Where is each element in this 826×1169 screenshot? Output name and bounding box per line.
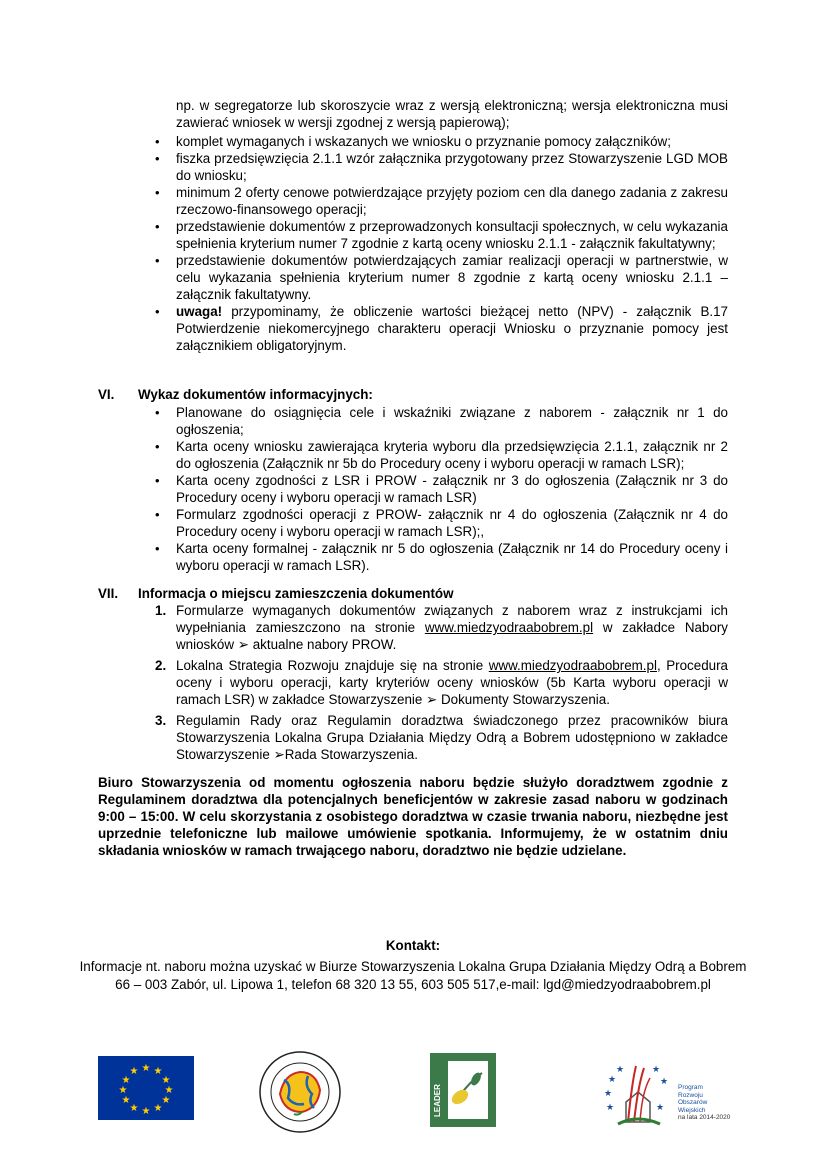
svg-text:★: ★	[121, 1095, 131, 1106]
prow-line: Rozwoju	[678, 1091, 703, 1099]
svg-text:★: ★	[129, 1066, 139, 1077]
svg-text:★: ★	[607, 1075, 617, 1085]
list-item	[155, 712, 728, 763]
section-6-list	[176, 404, 728, 574]
svg-text:★: ★	[605, 1103, 615, 1113]
prow-line: na lata 2014-2020	[678, 1114, 731, 1121]
svg-text:★: ★	[153, 1103, 163, 1114]
item-text: Formularze wymaganych dokumentów związanych z naborem wraz z instrukcjami ich wypełniania zamieszczono na stronie	[176, 603, 728, 635]
eu-flag-logo	[98, 1056, 194, 1120]
list-item: • przedstawienie dokumentów z przeprowadzonych konsultacji społecznych, w celu wykazania spełnienia kryterium numer 7 zgodnie z kartą oceny wniosku 2.1.1 - załącznik fakultatywny;	[176, 218, 728, 252]
svg-text:★: ★	[603, 1089, 613, 1099]
list-item: • Planowane do osiągnięcia cele i wskaźniki związane z naborem - załącznik nr 1 do ogłoszenia;	[176, 404, 728, 438]
continuation-text: np. w segregatorze lub skoroszycie wraz z wersją elektroniczną; wersja elektroniczna musi zawierać wniosek w wersji zgodnej z wersją papierową);	[176, 98, 728, 130]
leader-logo	[430, 1053, 496, 1127]
prow-line: Wiejskich	[678, 1106, 706, 1114]
uwaga-text: przypominamy, że obliczenie wartości bieżącej netto (NPV) - załącznik B.17 Potwierdzenie niekomercyjnego charakteru operacji Wniosku o przyznanie pomocy jest załącznikiem obligatoryjnym.	[176, 304, 728, 353]
list-item: • Formularz zgodności operacji z PROW- załącznik nr 4 do ogłoszenia (Załącznik nr 4 do Procedury oceny i wyboru operacji w ramach LSR);,	[176, 506, 728, 540]
svg-text:★: ★	[121, 1075, 131, 1086]
list-item: • fiszka przedsięwzięcia 2.1.1 wzór załącznika przygotowany przez Stowarzyszenie LGD MOB do wniosku;	[176, 150, 728, 184]
item-text: Regulamin Rady oraz Regulamin doradztwa świadczonego przez pracowników biura Stowarzyszenia Lokalna Grupa Działania Między Odrą a Bobrem udostępniono w zakładce Stowarzyszenie ➢Rada Stowarzyszenia.	[176, 713, 728, 762]
section-6-number: VI.	[98, 387, 115, 402]
svg-text:★: ★	[153, 1066, 163, 1077]
website-link[interactable]: www.miedzyodraabobrem.pl	[424, 620, 594, 635]
leader-logo-text: LEADER	[433, 1084, 442, 1117]
item-text: w zakładce Nabory wniosków ➢ aktualne nabory PROW.	[176, 620, 728, 652]
svg-text:★: ★	[615, 1065, 625, 1075]
prow-line: Program	[678, 1084, 703, 1091]
svg-text:★: ★	[129, 1103, 139, 1114]
list-item	[155, 602, 728, 653]
contact-line-1: Informacje nt. naboru można uzyskać w Biurze Stowarzyszenia Lokalna Grupa Działania Między Odrą a Bobrem	[79, 959, 747, 974]
website-link[interactable]: www.miedzyodraabobrem.pl	[488, 658, 657, 673]
contact-title: Kontakt:	[385, 938, 441, 953]
section-7-list	[155, 602, 728, 763]
svg-text:★: ★	[141, 1063, 151, 1074]
prow-logo-text	[678, 1084, 730, 1122]
list-item: • Karta oceny wniosku zawierająca kryteria wyboru dla przedsięwzięcia 2.1.1, załącznik nr 2 do ogłoszenia (Załącznik nr 5b do Procedury oceny i wyboru operacji w ramach LSR);	[176, 438, 728, 472]
item-number: 1.	[155, 603, 167, 618]
uwaga-label: uwaga!	[176, 304, 223, 319]
svg-text:★: ★	[651, 1065, 661, 1075]
office-notice: Biuro Stowarzyszenia od momentu ogłoszenia naboru będzie służyło doradztwem zgodnie z Regulaminem doradztwa dla potencjalnych beneficjentów w zakresie zasad naboru w godzinach 9:00 – 15:00. W celu skorzystania z osobistego doradztwa w czasie trwania naboru, niezbędne jest uprzednie telefoniczne lub mailowe umówienie spotkania. Informujemy, że w ostatnim dniu składania wniosków w ramach trwającego naboru, doradztwo nie będzie udzielane.	[98, 775, 728, 858]
lgd-logo	[258, 1050, 342, 1134]
svg-text:★: ★	[164, 1085, 174, 1096]
svg-text:★: ★	[161, 1075, 171, 1086]
svg-text:★: ★	[161, 1095, 171, 1106]
item-number: 2.	[155, 658, 167, 673]
list-item: • minimum 2 oferty cenowe potwierdzające przyjęty poziom cen dla danego zadania z zakresu rzeczowo-finansowego operacji;	[176, 184, 728, 218]
section-6-title: Wykaz dokumentów informacyjnych:	[138, 387, 373, 402]
logo-bar	[0, 1050, 826, 1130]
list-item	[155, 657, 728, 708]
svg-text:★: ★	[659, 1077, 669, 1087]
attachments-list	[176, 133, 728, 354]
svg-text:★: ★	[141, 1106, 151, 1117]
section-7-number: VII.	[98, 586, 119, 601]
svg-text:★: ★	[118, 1085, 128, 1096]
list-item: • Karta oceny zgodności z LSR i PROW - załącznik nr 3 do ogłoszenia (Załącznik nr 3 do Procedury oceny i wyboru operacji w ramach LSR)	[176, 472, 728, 506]
prow-line: Obszarów	[678, 1099, 708, 1106]
list-item: • Karta oceny formalnej - załącznik nr 5 do ogłoszenia (Załącznik nr 14 do Procedury oceny i wyboru operacji w ramach LSR).	[176, 540, 728, 574]
list-item-uwaga	[176, 303, 728, 354]
contact-line-2: 66 – 003 Zabór, ul. Lipowa 1, telefon 68 320 13 55, 603 505 517,e-mail: lgd@miedzyodraabobrem.pl	[115, 977, 711, 992]
list-item: • komplet wymaganych i wskazanych we wniosku o przyznanie pomocy załączników;	[176, 133, 728, 150]
item-text: , Procedura oceny i wyboru operacji, karty kryteriów oceny wniosków (5b Karta wyboru operacji w ramach LSR) w zakładce Stowarzyszenie ➢ Dokumenty Stowarzyszenia.	[176, 658, 728, 707]
section-7-title: Informacja o miejscu zamieszczenia dokumentów	[138, 586, 454, 601]
item-number: 3.	[155, 713, 167, 728]
item-text: Lokalna Strategia Rozwoju znajduje się na stronie	[176, 658, 489, 673]
list-item: • przedstawienie dokumentów potwierdzających zamiar realizacji operacji w partnerstwie, w celu wykazania spełnienia kryterium numer 8 zgodnie z kartą oceny wniosku 2.1.1 – załącznik fakultatywny.	[176, 252, 728, 303]
svg-text:★: ★	[655, 1103, 665, 1113]
